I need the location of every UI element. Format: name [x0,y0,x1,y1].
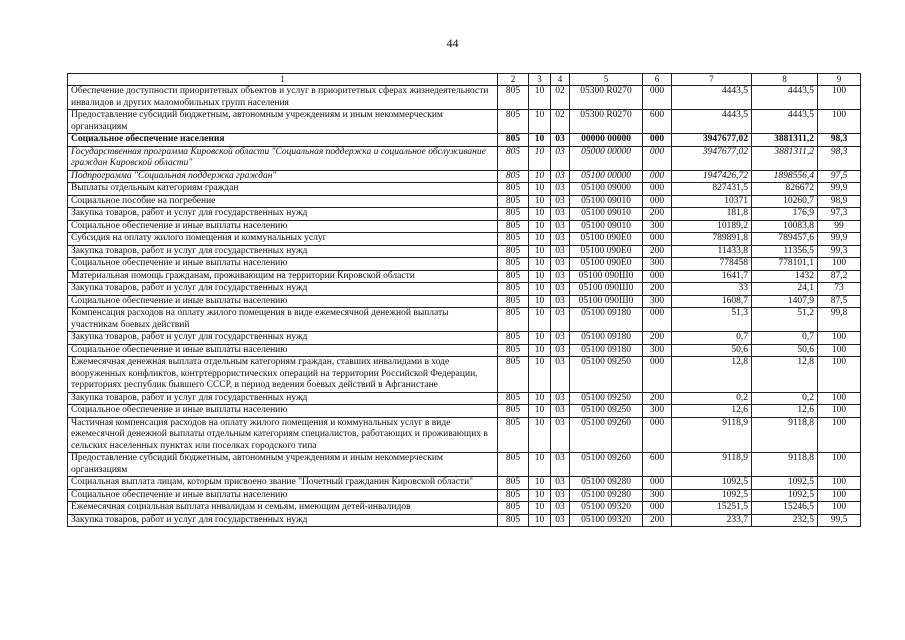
table-row [68,233,861,246]
subsection-code-cell: 03 [551,134,570,147]
target-article-cell: 05100 09320 [570,514,643,527]
subsection-code-cell: 03 [551,170,570,183]
execution-percent-cell: 99,5 [818,514,861,527]
table-row [68,146,861,170]
expense-type-cell: 000 [643,502,672,515]
subsection-code-cell: 03 [551,245,570,258]
expense-type-cell: 200 [643,514,672,527]
table-row [68,283,861,296]
grbs-code-cell: 805 [498,405,529,418]
planned-amount-cell: 12,8 [672,357,752,393]
subsection-code-cell: 03 [551,283,570,296]
planned-amount-cell: 1608,7 [672,295,752,308]
planned-amount-cell: 4443,5 [672,86,752,110]
table-row [68,134,861,147]
planned-amount-cell: 33 [672,283,752,296]
subsection-code-cell: 03 [551,295,570,308]
row-name-cell: Ежемесячная денежная выплата отдельным категориям граждан, ставших инвалидами в ходе вооруженных конфликтов, контртеррористических операций на территории Российской Федерации, территориях республик бывшего СССР, в период ведения боевых действий в Афганистане [68,357,498,393]
execution-percent-cell: 100 [818,357,861,393]
section-code-cell: 10 [529,477,551,490]
executed-amount-cell: 778101,1 [752,258,818,271]
section-code-cell: 10 [529,332,551,345]
target-article-cell: 05100 090Е0 [570,233,643,246]
row-name-cell: Подпрограмма "Социальная поддержка граждан" [68,170,498,183]
table-row [68,270,861,283]
execution-percent-cell: 100 [818,477,861,490]
expense-type-cell: 000 [643,146,672,170]
execution-percent-cell: 73 [818,283,861,296]
subsection-code-cell: 02 [551,86,570,110]
section-code-cell: 10 [529,295,551,308]
expense-type-cell: 000 [643,195,672,208]
subsection-code-cell: 03 [551,405,570,418]
execution-percent-cell: 98,3 [818,134,861,147]
row-name-cell: Выплаты отдельным категориям граждан [68,183,498,196]
expense-type-cell: 200 [643,392,672,405]
row-name-cell: Предоставление субсидий бюджетным, автономным учреждениям и иным некоммерческим организациям [68,110,498,134]
subsection-code-cell: 03 [551,308,570,332]
executed-amount-cell: 0,7 [752,332,818,345]
target-article-cell: 05100 09180 [570,308,643,332]
header-cell: 2 [498,74,529,86]
section-code-cell: 10 [529,110,551,134]
planned-amount-cell: 181,8 [672,208,752,221]
target-article-cell: 05100 00000 [570,170,643,183]
planned-amount-cell: 15251,5 [672,502,752,515]
target-article-cell: 05100 090Е0 [570,258,643,271]
execution-percent-cell: 87,5 [818,295,861,308]
row-name-cell: Социальное обеспечение и иные выплаты населению [68,295,498,308]
planned-amount-cell: 789891,8 [672,233,752,246]
execution-percent-cell: 100 [818,502,861,515]
table-row [68,110,861,134]
expense-type-cell: 300 [643,295,672,308]
planned-amount-cell: 1092,5 [672,477,752,490]
row-name-cell: Социальное обеспечение и иные выплаты населению [68,344,498,357]
executed-amount-cell: 3881311,2 [752,146,818,170]
grbs-code-cell: 805 [498,357,529,393]
execution-percent-cell: 99,9 [818,183,861,196]
planned-amount-cell: 4443,5 [672,110,752,134]
row-name-cell: Компенсация расходов на оплату жилого помещения в виде ежемесячной денежной выплаты участникам боевых действий [68,308,498,332]
execution-percent-cell: 100 [818,405,861,418]
row-name-cell: Социальное обеспечение населения [68,134,498,147]
subsection-code-cell: 03 [551,233,570,246]
target-article-cell: 05100 090Ш0 [570,283,643,296]
table-body [68,74,861,527]
grbs-code-cell: 805 [498,245,529,258]
section-code-cell: 10 [529,405,551,418]
execution-percent-cell: 98,3 [818,146,861,170]
grbs-code-cell: 805 [498,283,529,296]
planned-amount-cell: 0,7 [672,332,752,345]
row-name-cell: Закупка товаров, работ и услуг для государственных нужд [68,332,498,345]
executed-amount-cell: 3881311,2 [752,134,818,147]
expense-type-cell: 300 [643,405,672,418]
subsection-code-cell: 02 [551,110,570,134]
section-code-cell: 10 [529,417,551,453]
table-row [68,344,861,357]
target-article-cell: 05300 R0270 [570,110,643,134]
row-name-cell: Закупка товаров, работ и услуг для государственных нужд [68,208,498,221]
table-row [68,502,861,515]
planned-amount-cell: 12,6 [672,405,752,418]
subsection-code-cell: 03 [551,258,570,271]
subsection-code-cell: 03 [551,146,570,170]
executed-amount-cell: 4443,5 [752,86,818,110]
execution-percent-cell: 99,3 [818,245,861,258]
target-article-cell: 05100 09250 [570,392,643,405]
target-article-cell: 05100 09180 [570,344,643,357]
table-row [68,208,861,221]
expense-type-cell: 200 [643,245,672,258]
expense-type-cell: 300 [643,258,672,271]
expense-type-cell: 000 [643,134,672,147]
execution-percent-cell: 97,5 [818,170,861,183]
expense-type-cell: 300 [643,220,672,233]
header-cell: 4 [551,74,570,86]
expense-type-cell: 000 [643,233,672,246]
grbs-code-cell: 805 [498,86,529,110]
table-row [68,258,861,271]
row-name-cell: Материальная помощь гражданам, проживающим на территории Кировской области [68,270,498,283]
header-cell: 1 [68,74,498,86]
header-cell: 5 [570,74,643,86]
target-article-cell: 05100 09260 [570,417,643,453]
grbs-code-cell: 805 [498,183,529,196]
executed-amount-cell: 1092,5 [752,489,818,502]
grbs-code-cell: 805 [498,134,529,147]
table-row [68,332,861,345]
section-code-cell: 10 [529,357,551,393]
subsection-code-cell: 03 [551,357,570,393]
row-name-cell: Социальное обеспечение и иные выплаты населению [68,258,498,271]
table-row [68,245,861,258]
grbs-code-cell: 805 [498,453,529,477]
row-name-cell: Субсидия на оплату жилого помещения и коммунальных услуг [68,233,498,246]
planned-amount-cell: 827431,5 [672,183,752,196]
subsection-code-cell: 03 [551,417,570,453]
section-code-cell: 10 [529,195,551,208]
planned-amount-cell: 3947677,02 [672,134,752,147]
execution-percent-cell: 99,8 [818,308,861,332]
executed-amount-cell: 51,2 [752,308,818,332]
table-row [68,295,861,308]
grbs-code-cell: 805 [498,489,529,502]
target-article-cell: 05100 09000 [570,183,643,196]
section-code-cell: 10 [529,514,551,527]
section-code-cell: 10 [529,258,551,271]
executed-amount-cell: 789457,6 [752,233,818,246]
target-article-cell: 05100 090Е0 [570,245,643,258]
table-row [68,417,861,453]
expense-type-cell: 300 [643,489,672,502]
table-row [68,514,861,527]
grbs-code-cell: 805 [498,170,529,183]
subsection-code-cell: 03 [551,489,570,502]
grbs-code-cell: 805 [498,308,529,332]
expense-type-cell: 000 [643,477,672,490]
section-code-cell: 10 [529,453,551,477]
executed-amount-cell: 9118,8 [752,453,818,477]
budget-table [67,73,861,527]
header-cell: 6 [643,74,672,86]
row-name-cell: Частичная компенсация расходов на оплату жилого помещения и коммунальных услуг в виде ежемесячной денежной выплаты отдельным категориям специалистов, работающих и проживающих в сельских населенных пунктах или поселках городского типа [68,417,498,453]
section-code-cell: 10 [529,502,551,515]
row-name-cell: Социальное обеспечение и иные выплаты населению [68,489,498,502]
subsection-code-cell: 03 [551,453,570,477]
executed-amount-cell: 10260,7 [752,195,818,208]
row-name-cell: Социальное обеспечение и иные выплаты населению [68,405,498,418]
execution-percent-cell: 100 [818,489,861,502]
header-cell: 7 [672,74,752,86]
execution-percent-cell: 100 [818,417,861,453]
expense-type-cell: 200 [643,332,672,345]
subsection-code-cell: 03 [551,220,570,233]
subsection-code-cell: 03 [551,344,570,357]
subsection-code-cell: 03 [551,514,570,527]
expense-type-cell: 000 [643,417,672,453]
section-code-cell: 10 [529,86,551,110]
planned-amount-cell: 51,3 [672,308,752,332]
table-row [68,183,861,196]
table-row [68,195,861,208]
section-code-cell: 10 [529,208,551,221]
planned-amount-cell: 0,2 [672,392,752,405]
expense-type-cell: 600 [643,110,672,134]
target-article-cell: 05100 09280 [570,477,643,490]
executed-amount-cell: 0,2 [752,392,818,405]
grbs-code-cell: 805 [498,233,529,246]
header-cell: 9 [818,74,861,86]
section-code-cell: 10 [529,146,551,170]
target-article-cell: 05000 00000 [570,146,643,170]
planned-amount-cell: 50,6 [672,344,752,357]
executed-amount-cell: 1898556,4 [752,170,818,183]
expense-type-cell: 000 [643,183,672,196]
subsection-code-cell: 03 [551,195,570,208]
execution-percent-cell: 100 [818,86,861,110]
table-row [68,392,861,405]
page-number: 44 [446,36,459,50]
planned-amount-cell: 3947677,02 [672,146,752,170]
target-article-cell: 05100 090Ш0 [570,270,643,283]
subsection-code-cell: 03 [551,392,570,405]
grbs-code-cell: 805 [498,392,529,405]
executed-amount-cell: 826672 [752,183,818,196]
grbs-code-cell: 805 [498,344,529,357]
executed-amount-cell: 10083,8 [752,220,818,233]
grbs-code-cell: 805 [498,502,529,515]
execution-percent-cell: 87,2 [818,270,861,283]
target-article-cell: 05100 09260 [570,453,643,477]
row-name-cell: Закупка товаров, работ и услуг для государственных нужд [68,283,498,296]
executed-amount-cell: 232,5 [752,514,818,527]
section-code-cell: 10 [529,283,551,296]
subsection-code-cell: 03 [551,270,570,283]
execution-percent-cell: 100 [818,392,861,405]
expense-type-cell: 000 [643,308,672,332]
section-code-cell: 10 [529,170,551,183]
expense-type-cell: 000 [643,270,672,283]
target-article-cell: 05100 090Ш0 [570,295,643,308]
planned-amount-cell: 1641,7 [672,270,752,283]
planned-amount-cell: 11433,8 [672,245,752,258]
executed-amount-cell: 1407,9 [752,295,818,308]
grbs-code-cell: 805 [498,477,529,490]
row-name-cell: Обеспечение доступности приоритетных объектов и услуг в приоритетных сферах жизнедеятельности инвалидов и других маломобильных групп населения [68,86,498,110]
table-row [68,405,861,418]
table-row [68,170,861,183]
row-name-cell: Закупка товаров, работ и услуг для государственных нужд [68,514,498,527]
grbs-code-cell: 805 [498,514,529,527]
executed-amount-cell: 1092,5 [752,477,818,490]
grbs-code-cell: 805 [498,295,529,308]
section-code-cell: 10 [529,233,551,246]
execution-percent-cell: 98,9 [818,195,861,208]
table-row [68,453,861,477]
executed-amount-cell: 176,9 [752,208,818,221]
section-code-cell: 10 [529,220,551,233]
header-cell: 3 [529,74,551,86]
executed-amount-cell: 24,1 [752,283,818,296]
planned-amount-cell: 233,7 [672,514,752,527]
target-article-cell: 05100 09250 [570,357,643,393]
execution-percent-cell: 100 [818,453,861,477]
table-row [68,220,861,233]
table-row [68,308,861,332]
subsection-code-cell: 03 [551,477,570,490]
planned-amount-cell: 1947426,72 [672,170,752,183]
planned-amount-cell: 10371 [672,195,752,208]
table-header-row [68,74,861,86]
target-article-cell: 00000 00000 [570,134,643,147]
target-article-cell: 05100 09250 [570,405,643,418]
execution-percent-cell: 100 [818,332,861,345]
target-article-cell: 05100 09320 [570,502,643,515]
row-name-cell: Предоставление субсидий бюджетным, автономным учреждениям и иным некоммерческим организациям [68,453,498,477]
execution-percent-cell: 97,3 [818,208,861,221]
target-article-cell: 05100 09280 [570,489,643,502]
expense-type-cell: 600 [643,453,672,477]
grbs-code-cell: 805 [498,332,529,345]
executed-amount-cell: 9118,8 [752,417,818,453]
section-code-cell: 10 [529,308,551,332]
table-row [68,86,861,110]
grbs-code-cell: 805 [498,220,529,233]
executed-amount-cell: 4443,5 [752,110,818,134]
executed-amount-cell: 12,6 [752,405,818,418]
section-code-cell: 10 [529,344,551,357]
target-article-cell: 05100 09010 [570,220,643,233]
subsection-code-cell: 03 [551,208,570,221]
section-code-cell: 10 [529,392,551,405]
expense-type-cell: 300 [643,344,672,357]
row-name-cell: Социальное пособие на погребение [68,195,498,208]
execution-percent-cell: 100 [818,258,861,271]
row-name-cell: Закупка товаров, работ и услуг для государственных нужд [68,245,498,258]
section-code-cell: 10 [529,270,551,283]
planned-amount-cell: 1092,5 [672,489,752,502]
expense-type-cell: 200 [643,208,672,221]
section-code-cell: 10 [529,134,551,147]
section-code-cell: 10 [529,245,551,258]
section-code-cell: 10 [529,183,551,196]
subsection-code-cell: 03 [551,502,570,515]
table-row [68,489,861,502]
table-row [68,477,861,490]
target-article-cell: 05100 09180 [570,332,643,345]
planned-amount-cell: 9118,9 [672,417,752,453]
planned-amount-cell: 778458 [672,258,752,271]
expense-type-cell: 200 [643,283,672,296]
row-name-cell: Социальное обеспечение и иные выплаты населению [68,220,498,233]
grbs-code-cell: 805 [498,208,529,221]
executed-amount-cell: 12,8 [752,357,818,393]
expense-type-cell: 000 [643,170,672,183]
row-name-cell: Государственная программа Кировской области "Социальная поддержка и социальное обслуживание граждан Кировской области" [68,146,498,170]
subsection-code-cell: 03 [551,183,570,196]
table-row [68,357,861,393]
grbs-code-cell: 805 [498,195,529,208]
target-article-cell: 05300 R0270 [570,86,643,110]
row-name-cell: Закупка товаров, работ и услуг для государственных нужд [68,392,498,405]
executed-amount-cell: 11356,5 [752,245,818,258]
header-cell: 8 [752,74,818,86]
planned-amount-cell: 10189,2 [672,220,752,233]
target-article-cell: 05100 09010 [570,195,643,208]
execution-percent-cell: 99 [818,220,861,233]
executed-amount-cell: 1432 [752,270,818,283]
expense-type-cell: 000 [643,357,672,393]
grbs-code-cell: 805 [498,110,529,134]
executed-amount-cell: 50,6 [752,344,818,357]
grbs-code-cell: 805 [498,146,529,170]
row-name-cell: Ежемесячная социальная выплата инвалидам и семьям, имеющим детей-инвалидов [68,502,498,515]
execution-percent-cell: 100 [818,344,861,357]
grbs-code-cell: 805 [498,270,529,283]
executed-amount-cell: 15246,5 [752,502,818,515]
execution-percent-cell: 100 [818,110,861,134]
grbs-code-cell: 805 [498,258,529,271]
section-code-cell: 10 [529,489,551,502]
planned-amount-cell: 9118,9 [672,453,752,477]
row-name-cell: Социальная выплата лицам, которым присвоено звание "Почетный гражданин Кировской области" [68,477,498,490]
expense-type-cell: 000 [643,86,672,110]
execution-percent-cell: 99,9 [818,233,861,246]
subsection-code-cell: 03 [551,332,570,345]
grbs-code-cell: 805 [498,417,529,453]
target-article-cell: 05100 09010 [570,208,643,221]
